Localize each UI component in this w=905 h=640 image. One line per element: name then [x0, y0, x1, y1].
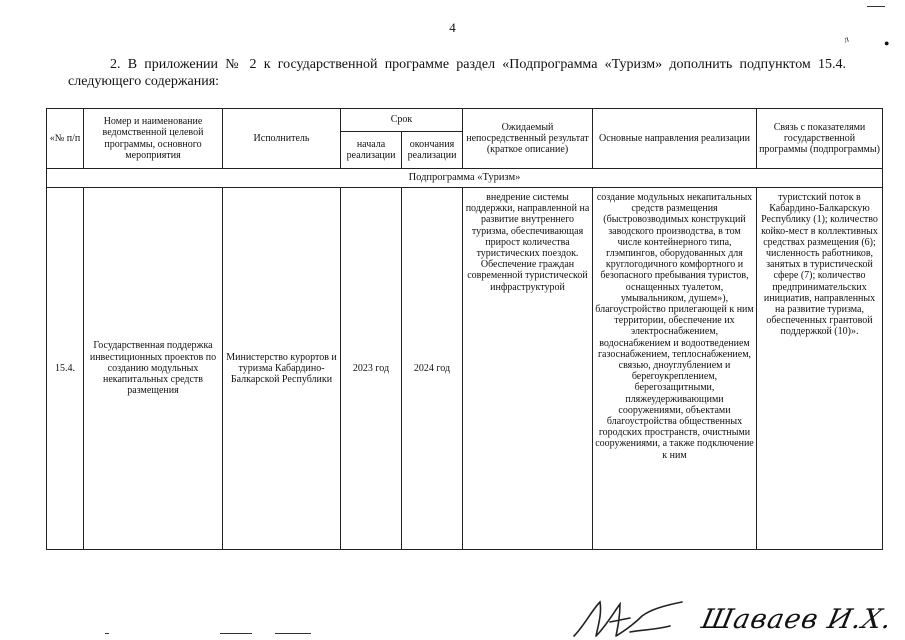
bottom-mark: [275, 633, 311, 634]
corner-mark: [867, 6, 885, 7]
row-num: 15.4.: [47, 188, 84, 550]
header-name: Номер и наименование ведомственной целевой программы, основного мероприятия: [84, 109, 223, 169]
bottom-mark: [105, 633, 109, 634]
signature-scribble: [570, 596, 690, 640]
margin-mark: л: [842, 33, 851, 45]
row-start: 2023 год: [341, 188, 402, 550]
subprogram-table: [46, 108, 883, 550]
header-directions: Основные направления реализации: [593, 109, 757, 169]
row-name: Государственная поддержка инвестиционных проектов по созданию модульных некапитальных средств размещения: [84, 188, 223, 550]
row-end: 2024 год: [402, 188, 463, 550]
header-executor: Исполнитель: [223, 109, 341, 169]
row-executor: Министерство курортов и туризма Кабардино-Балкарской Республики: [223, 188, 341, 550]
signature-name: Шаваев И.Х.: [698, 604, 896, 635]
header-term: Срок: [341, 109, 463, 132]
header-result: Ожидаемый непосредственный результат (краткое описание): [463, 109, 593, 169]
header-indicators: Связь с показателями государственной программы (подпрограммы): [757, 109, 883, 169]
bottom-mark: [220, 633, 252, 634]
intro-paragraph: 2. В приложении № 2 к государственной программе раздел «Подпрограмма «Туризм» дополнить подпунктом 15.4. следующего содержания:: [68, 57, 846, 89]
row-indicators: туристский поток в Кабардино-Балкарскую Республику (1); количество койко-мест в коллективных средствах размещения (6); численность работников, занятых в туристической сфере (7); количество предпринимательских инициатив, направленных на развитие туризма, обеспеченных грантовой поддержкой (10)».: [757, 188, 883, 550]
section-title: Подпрограмма «Туризм»: [47, 169, 883, 188]
row-result: внедрение системы поддержки, направленной на развитие внутреннего туризма, обеспечивающая прирост количества туристических поездок. Обеспечение граждан современной туристической инфраструктурой: [463, 188, 593, 550]
table-row: [47, 188, 883, 550]
row-directions: создание модульных некапитальных средств размещения (быстровозводимых конструкций заводского производства, в том числе контейнерного типа, глэмпингов, оборудованных для круглогодичного комфортного и безопасного пребывания туристов, оснащенных туалетом, умывальником, душем»), благоустройство прилегающей к ним территории, обеспечение их электроснабжением, водоснабжением и водоотведением газоснабжением, теплоснабжением, связью, дноуглублением и берегоукреплением, берегозащитными, пляжеудерживающими сооружениями, объектами благоустройства общественных городских пространств, очистными сооружениями, а также подключение к ним: [593, 188, 757, 550]
page-number: 4: [449, 20, 456, 35]
header-term-end: окончания реализации: [402, 132, 463, 169]
header-term-start: начала реализации: [341, 132, 402, 169]
header-num: «№ п/п: [47, 109, 84, 169]
margin-mark-dot: ●: [884, 38, 890, 48]
